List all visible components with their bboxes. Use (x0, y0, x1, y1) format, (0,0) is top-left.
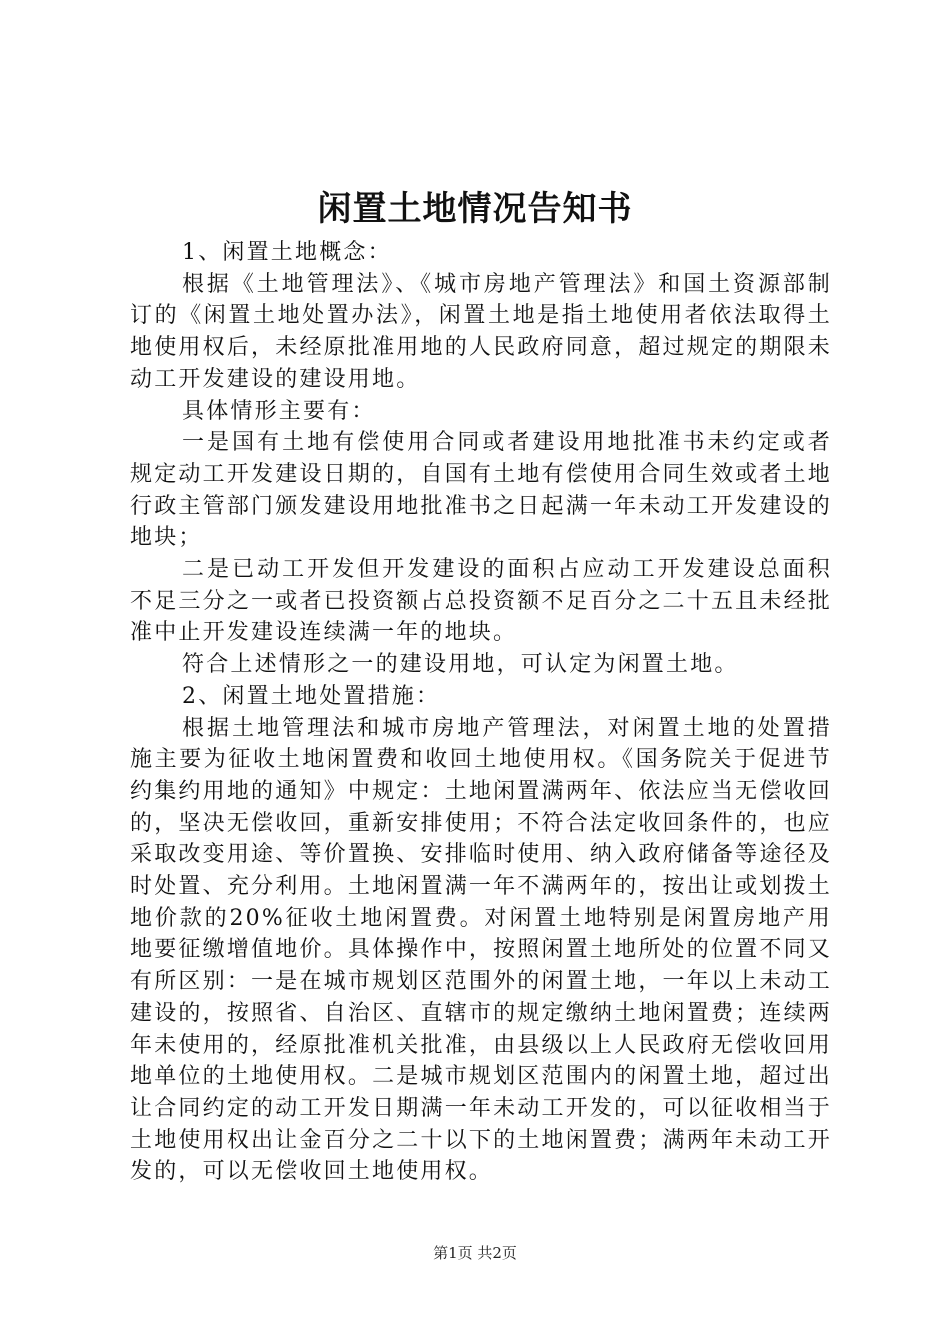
paragraph-concept-heading: 1、闲置土地概念： (182, 240, 392, 265)
paragraph-situation-one: 一是国有土地有偿使用合同或者建设用地批准书未约定或者规定动工开发建设日期的，自国有土地有偿使用合同生效或者土地行政主管部门颁发建设用地批准书之日起满一年未动工开发建设的地块； (130, 430, 832, 551)
paragraph-situation-two: 二是已动工开发但开发建设的面积占应动工开发建设总面积不足三分之一或者已投资额占总投资额不足百分之二十五且未经批准中止开发建设连续满一年的地块。 (130, 557, 832, 646)
paragraph-measures-detail: 根据土地管理法和城市房地产管理法，对闲置土地的处置措施主要为征收土地闲置费和收回土地使用权。《国务院关于促进节约集约用地的通知》中规定：土地闲置满两年、依法应当无偿收回的，坚决无偿收回，重新安排使用；不符合法定收回条件的，也应采取改变用途、等价置换、安排临时使用、纳入政府储备等途径及时处置、充分利用。土地闲置满一年不满两年的，按出让或划拨土地价款的20%征收土地闲置费。对闲置土地特别是闲置房地产用地要征缴增值地价。具体操作中，按照闲置土地所处的位置不同又有所区别：一是在城市规划区范围外的闲置土地，一年以上未动工建设的，按照省、自治区、直辖市的规定缴纳土地闲置费；连续两年未使用的，经原批准机关批准，由县级以上人民政府无偿收回用地单位的土地使用权。二是城市规划区范围内的闲置土地，超过出让合同约定的动工开发日期满一年未动工开发的，可以征收相当于土地使用权出让金百分之二十以下的土地闲置费；满两年未动工开发的，可以无偿收回土地使用权。 (130, 715, 832, 1185)
paragraph-concept-definition: 根据《土地管理法》、《城市房地产管理法》和国土资源部制订的《闲置土地处置办法》，闲置土地是指土地使用者依法取得土地使用权后，未经原批准用地的人民政府同意，超过规定的期限未动工开发建设的建设用地。 (130, 271, 832, 392)
document-body (130, 237, 832, 1188)
paragraph-measures-heading: 2、闲置土地处置措施： (182, 683, 441, 709)
document-title: 闲置土地情况告知书 (317, 189, 633, 229)
page-number-footer: 第1页 共2页 (433, 1244, 517, 1262)
paragraph-situations-intro: 具体情形主要有： (182, 398, 376, 424)
paragraph-situation-conclusion: 符合上述情形之一的建设用地，可认定为闲置土地。 (182, 652, 739, 678)
